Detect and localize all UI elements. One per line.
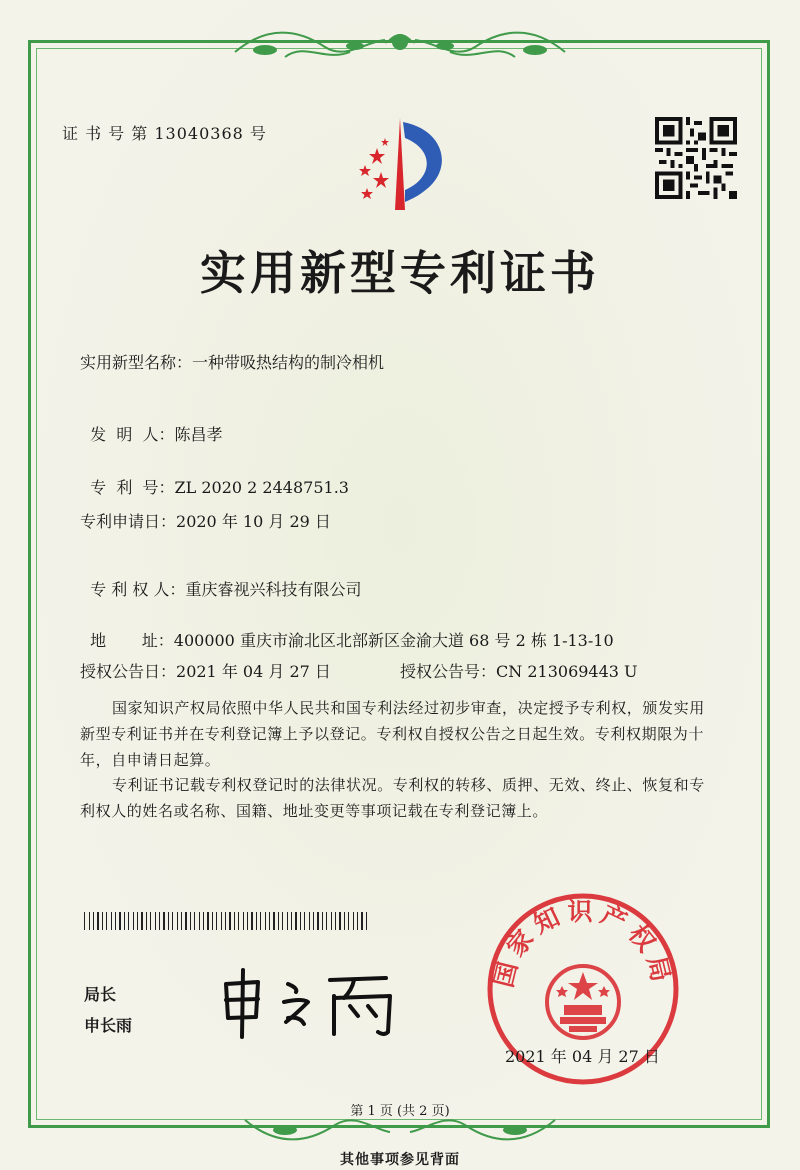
barcode-bar	[243, 912, 244, 930]
barcode-bar	[287, 912, 288, 930]
inventor-value: 陈昌孝	[174, 425, 223, 444]
statement-paragraph-1	[80, 695, 740, 773]
barcode-bar	[247, 912, 248, 930]
barcode-icon	[84, 912, 369, 930]
barcode-bar	[185, 912, 187, 930]
barcode-bar	[97, 912, 99, 930]
filing-date-label: 专利申请日：	[80, 512, 177, 531]
barcode-bar	[221, 912, 222, 930]
barcode-bar	[256, 912, 257, 930]
barcode-bar	[115, 912, 116, 930]
barcode-bar	[300, 912, 301, 930]
statement-line: 专利证书记载专利权登记时的法律状况。专利权的转移、质押、无效、终止、恢复和专	[112, 776, 705, 794]
barcode-bar	[111, 912, 112, 930]
barcode-bar	[225, 912, 226, 930]
barcode-bar	[199, 912, 200, 930]
statement-line: 年，自申请日起算。	[80, 751, 221, 769]
certificate-number-label: 证 书 号 第	[62, 124, 149, 143]
barcode-bar	[216, 912, 217, 930]
barcode-bar	[278, 912, 279, 930]
barcode-bar	[124, 912, 125, 930]
patent-number-label: 专 利 号：	[90, 478, 175, 497]
inventor-row	[80, 403, 223, 445]
certificate-number	[62, 121, 267, 144]
barcode-bar	[93, 912, 94, 930]
patentee-row	[80, 558, 361, 600]
certificate-title: 实用新型专利证书	[200, 246, 600, 300]
filing-date-value: 2020 年 10 月 29 日	[176, 512, 331, 531]
statement-line: 国家知识产权局依照中华人民共和国专利法经过初步审查，决定授予专利权，颁发实用	[112, 699, 705, 717]
barcode-bar	[234, 912, 235, 930]
model-name-row	[80, 350, 384, 373]
cnipa-logo-icon	[335, 110, 465, 220]
address-row	[80, 609, 614, 651]
patent-number-value: ZL 2020 2 2448751.3	[174, 478, 349, 497]
qr-code-icon	[655, 117, 737, 199]
barcode-bar	[84, 912, 85, 930]
barcode-bar	[155, 912, 156, 930]
barcode-bar	[326, 912, 327, 930]
barcode-bar	[322, 912, 323, 930]
barcode-bar	[238, 912, 239, 930]
barcode-bar	[137, 912, 138, 930]
certificate-number-suffix: 号	[249, 124, 267, 143]
barcode-bar	[119, 912, 121, 930]
inventor-label: 发 明 人：	[90, 425, 175, 444]
barcode-bar	[141, 912, 143, 930]
barcode-bar	[353, 912, 354, 930]
footer-note: 其他事项参见背面	[340, 1152, 460, 1168]
director-title: 局长	[84, 985, 117, 1004]
barcode-bar	[159, 912, 160, 930]
statement-line: 新型专利证书并在专利登记簿上予以登记。专利权自授权公告之日起生效。专利权期限为十	[80, 725, 705, 743]
barcode-bar	[304, 912, 305, 930]
grant-number-value: CN 213069443 U	[496, 662, 638, 681]
barcode-bar	[229, 912, 231, 930]
barcode-bar	[106, 912, 107, 930]
barcode-bar	[172, 912, 173, 930]
barcode-bar	[190, 912, 191, 930]
barcode-bar	[194, 912, 195, 930]
barcode-bar	[102, 912, 103, 930]
barcode-bar	[89, 912, 90, 930]
seal-text: 国家知识产权局	[488, 897, 678, 991]
barcode-bar	[150, 912, 151, 930]
barcode-bar	[168, 912, 169, 930]
barcode-bar	[335, 912, 336, 930]
grant-date-row	[80, 659, 331, 682]
barcode-bar	[361, 912, 363, 930]
model-name-value: 一种带吸热结构的制冷相机	[192, 353, 385, 372]
certificate-number-value: 13040368	[154, 124, 244, 143]
barcode-bar	[273, 912, 275, 930]
grant-number-label: 授权公告号：	[400, 662, 497, 681]
barcode-bar	[128, 912, 129, 930]
filing-date-row	[80, 509, 331, 532]
barcode-bar	[295, 912, 297, 930]
barcode-bar	[133, 912, 134, 930]
barcode-bar	[357, 912, 358, 930]
barcode-bar	[251, 912, 253, 930]
grant-date-label: 授权公告日：	[80, 662, 177, 681]
barcode-bar	[207, 912, 209, 930]
barcode-bar	[331, 912, 332, 930]
grant-number-row	[400, 659, 638, 682]
barcode-bar	[282, 912, 283, 930]
barcode-bar	[203, 912, 204, 930]
barcode-bar	[366, 912, 367, 930]
statement-line: 利权人的姓名或名称、国籍、地址变更等事项记载在专利登记簿上。	[80, 802, 549, 820]
barcode-bar	[309, 912, 310, 930]
barcode-bar	[265, 912, 266, 930]
barcode-bar	[181, 912, 182, 930]
barcode-bar	[163, 912, 165, 930]
barcode-bar	[260, 912, 261, 930]
barcode-bar	[339, 912, 341, 930]
page-number: 第 1 页 (共 2 页)	[350, 1104, 450, 1119]
barcode-bar	[348, 912, 349, 930]
director-name: 申长雨	[84, 1016, 133, 1035]
seal-date: 2021 年 04 月 27 日	[505, 1047, 660, 1066]
barcode-bar	[313, 912, 314, 930]
patentee-value: 重庆睿视兴科技有限公司	[185, 580, 362, 599]
patentee-label: 专 利 权 人：	[90, 580, 186, 599]
top-ornament-icon	[225, 22, 575, 72]
barcode-bar	[269, 912, 270, 930]
model-name-label: 实用新型名称：	[80, 353, 193, 372]
statement-paragraph-2	[80, 772, 740, 824]
barcode-bar	[291, 912, 292, 930]
address-value: 400000 重庆市渝北区北部新区金渝大道 68 号 2 栋 1-13-10	[173, 631, 614, 650]
address-label: 地 址：	[90, 631, 174, 650]
grant-date-value: 2021 年 04 月 27 日	[176, 662, 331, 681]
barcode-bar	[146, 912, 147, 930]
barcode-bar	[177, 912, 178, 930]
patent-number-row	[80, 456, 349, 498]
barcode-bar	[317, 912, 319, 930]
handwritten-signature-icon	[218, 962, 408, 1042]
barcode-bar	[344, 912, 345, 930]
barcode-bar	[212, 912, 213, 930]
